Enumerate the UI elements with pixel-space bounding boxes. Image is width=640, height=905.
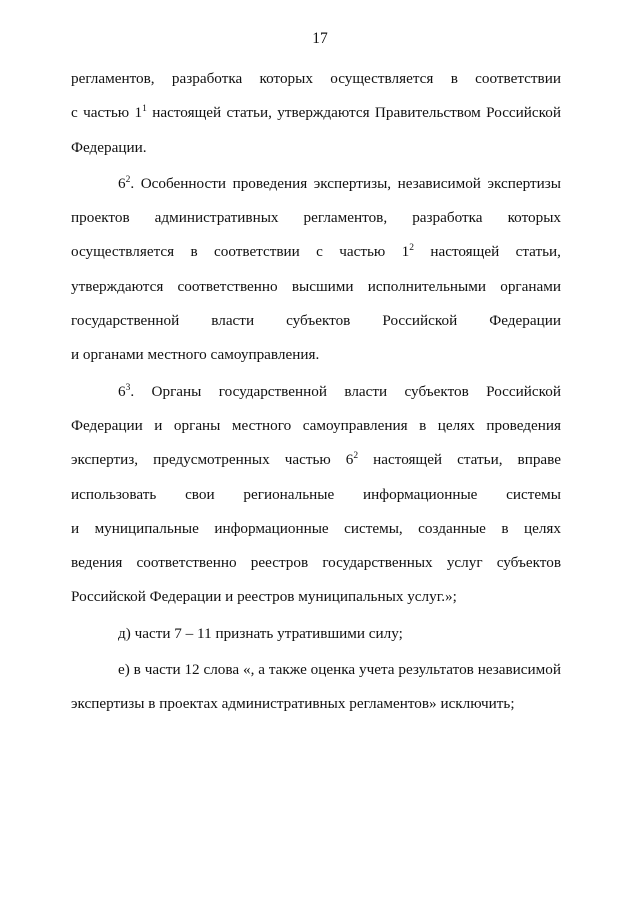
text-span: е) в части 12 слова «, а также оценка учета результатов независимой xyxy=(118,661,561,679)
text-span: настоящей статьи, вправе xyxy=(358,451,561,469)
text-span: . Особенности проведения экспертизы, независимой экспертизы xyxy=(130,174,561,192)
paragraph-item-e xyxy=(71,653,561,722)
text-line xyxy=(71,653,561,687)
text-span: утверждаются соответственно высшими исполнительными органами xyxy=(71,277,561,295)
text-span: и органами местного самоуправления. xyxy=(71,346,320,364)
text-line xyxy=(71,62,561,96)
text-line xyxy=(71,167,561,201)
text-line xyxy=(71,546,561,580)
text-span: и муниципальные информационные системы, созданные в целях xyxy=(71,519,561,537)
text-span: с частью 1 xyxy=(71,104,143,122)
text-span: . Органы государственной власти субъектов Российской xyxy=(130,382,561,400)
text-span: Российской Федерации и реестров муниципальных услуг.»; xyxy=(71,588,457,606)
text-span: использовать свои региональные информационные системы xyxy=(71,485,561,503)
text-line xyxy=(71,512,561,546)
text-line xyxy=(71,304,561,338)
text-line xyxy=(71,478,561,512)
text-span: экспертизы в проектах административных регламентов» исключить; xyxy=(71,695,515,713)
text-span: проектов административных регламентов, разработка которых xyxy=(71,209,561,227)
text-line xyxy=(71,96,561,130)
superscript: 3 xyxy=(125,382,131,393)
text-span: экспертиз, предусмотренных частью 6 xyxy=(71,451,354,469)
page-number: 17 xyxy=(312,30,328,47)
paragraph-item-d xyxy=(71,617,561,651)
text-span: осуществляется в соответствии с частью 1 xyxy=(71,243,410,261)
text-line xyxy=(71,235,561,269)
text-span: 6 xyxy=(118,382,126,400)
text-span: Федерации и органы местного самоуправления в целях проведения xyxy=(71,416,561,434)
text-span: д) части 7 – 11 признать утратившими силу; xyxy=(118,624,403,642)
text-line xyxy=(71,617,561,651)
text-line xyxy=(71,409,561,443)
paragraph-6-3 xyxy=(71,375,561,615)
text-line xyxy=(71,270,561,304)
text-line xyxy=(71,201,561,235)
paragraph-continuation xyxy=(71,62,561,165)
paragraph-6-2 xyxy=(71,167,561,373)
text-line xyxy=(71,375,561,409)
text-line xyxy=(71,443,561,477)
text-span: ведения соответственно реестров государственных услуг субъектов xyxy=(71,554,561,572)
text-span: настоящей статьи, утверждаются Правительством Российской xyxy=(146,104,561,122)
superscript: 1 xyxy=(142,104,147,115)
superscript: 2 xyxy=(409,243,414,254)
text-line xyxy=(71,338,561,372)
text-span: регламентов, разработка которых осуществляется в соответствии xyxy=(71,70,561,87)
superscript: 2 xyxy=(125,174,131,185)
text-span: государственной власти субъектов Российской Федерации xyxy=(71,312,561,330)
document-body xyxy=(71,62,561,722)
text-span: 6 xyxy=(118,174,126,192)
text-line xyxy=(71,580,561,614)
text-span: Федерации. xyxy=(71,138,147,156)
superscript: 2 xyxy=(353,451,359,462)
text-line xyxy=(71,687,561,721)
text-span: настоящей статьи, xyxy=(413,243,561,261)
text-line xyxy=(71,131,561,165)
